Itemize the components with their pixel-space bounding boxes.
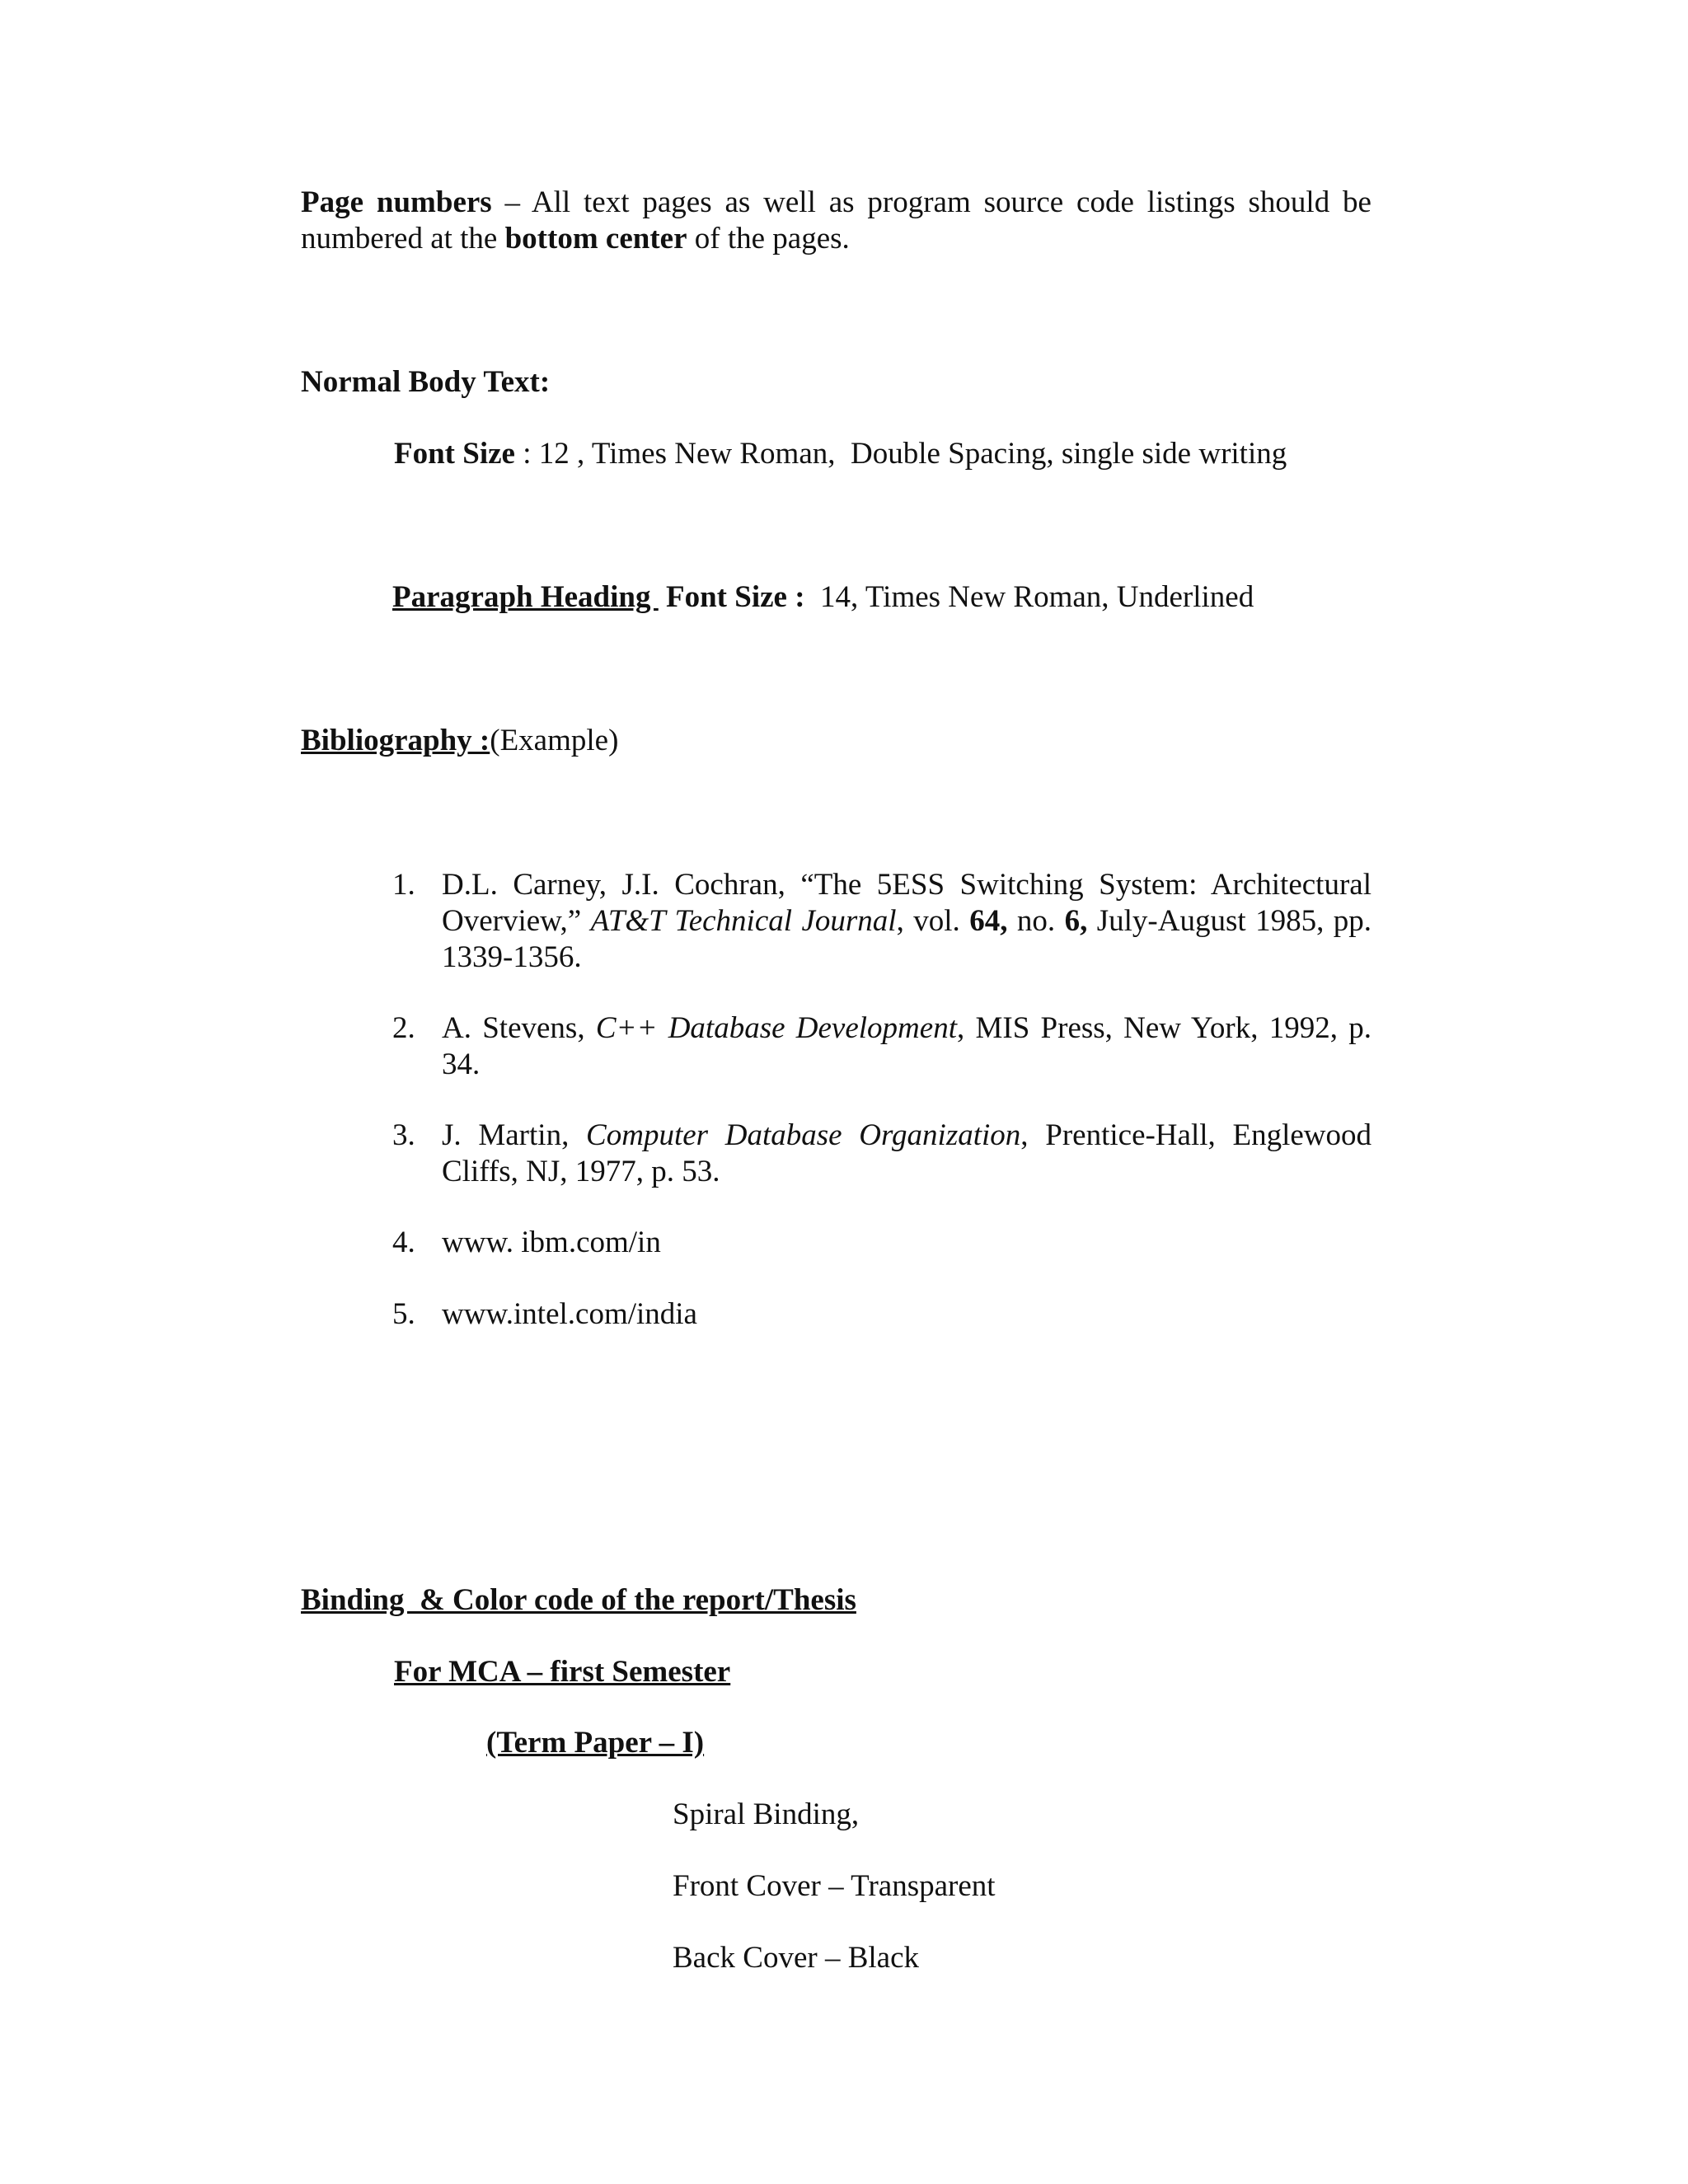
normal-body-font-line [394,436,1287,472]
page-numbers-text: – All text pages as well as program source code listings should be numbered at the [301,185,1372,255]
reference-number: 6, [1064,904,1088,938]
reference-journal: AT&T Technical Journal [590,904,897,938]
bibliography-item-text [442,867,1372,976]
binding-subheading: For MCA – first Semester [394,1655,731,1689]
reference-title: Computer Database Organization [586,1118,1021,1152]
bibliography-item-number: 4. [392,1226,415,1259]
binding-line: Spiral Binding, [673,1797,860,1831]
bibliography-heading: Bibliography : [301,724,490,757]
page-numbers-emphasis: bottom center [504,222,687,255]
reference-volume: 64, [969,904,1008,938]
reference-vol-text: , vol. [896,904,970,938]
bibliography-item [392,1225,1372,1261]
bibliography-item-number: 3. [392,1118,415,1152]
paragraph-heading-line [392,579,1254,616]
binding-term: (Term Paper – I) [486,1726,705,1760]
bibliography-item-number: 5. [392,1297,415,1331]
bibliography-item [392,1118,1372,1190]
binding-line: Front Cover – Transparent [673,1869,996,1903]
bibliography-item-number: 1. [392,868,415,902]
page-numbers-text-end: of the pages. [687,222,850,255]
reference-title: C++ Database Development [595,1011,957,1045]
page-numbers-paragraph [301,185,1372,257]
reference-authors: J. Martin, [442,1118,587,1152]
paragraph-heading-label: Paragraph Heading [392,580,659,614]
reference-details: , MIS Press, New York, 1992, p. 34. [442,1011,1372,1081]
reference-no-text: no. [1007,904,1065,938]
bibliography-item [392,1010,1372,1083]
reference-authors: D.L. Carney, J.I. Cochran, “The 5ESS Switching System: Architectural Overview,” [442,868,1372,938]
page-numbers-label: Page numbers [301,185,492,219]
paragraph-heading-font-value: 14, Times New Roman, Underlined [804,580,1254,614]
reference-details: July-August 1985, pp. 1339-1356. [442,904,1372,974]
bibliography-item-text: www.intel.com/india [442,1297,697,1331]
bibliography-item-text: www. ibm.com/in [442,1226,661,1259]
bibliography-item [392,867,1372,976]
binding-heading: Binding & Color code of the report/Thesis [301,1583,856,1617]
bibliography-note: (Example) [490,724,619,757]
bibliography-item-text [442,1118,1372,1190]
paragraph-heading-font-label: Font Size : [666,580,805,614]
bibliography-heading-line [301,723,618,759]
bibliography-item-text [442,1010,1372,1083]
normal-body-font-label: Font Size [394,437,515,471]
normal-body-font-value: : 12 , Times New Roman, Double Spacing, single side writing [514,437,1287,471]
bibliography-item [392,1296,1372,1333]
bibliography-item-number: 2. [392,1011,415,1045]
reference-details: , Prentice-Hall, Englewood Cliffs, NJ, 1977, p. 53. [442,1118,1372,1188]
binding-line: Back Cover – Black [673,1941,919,1975]
reference-authors: A. Stevens, [442,1011,596,1045]
normal-body-heading: Normal Body Text: [301,365,551,399]
